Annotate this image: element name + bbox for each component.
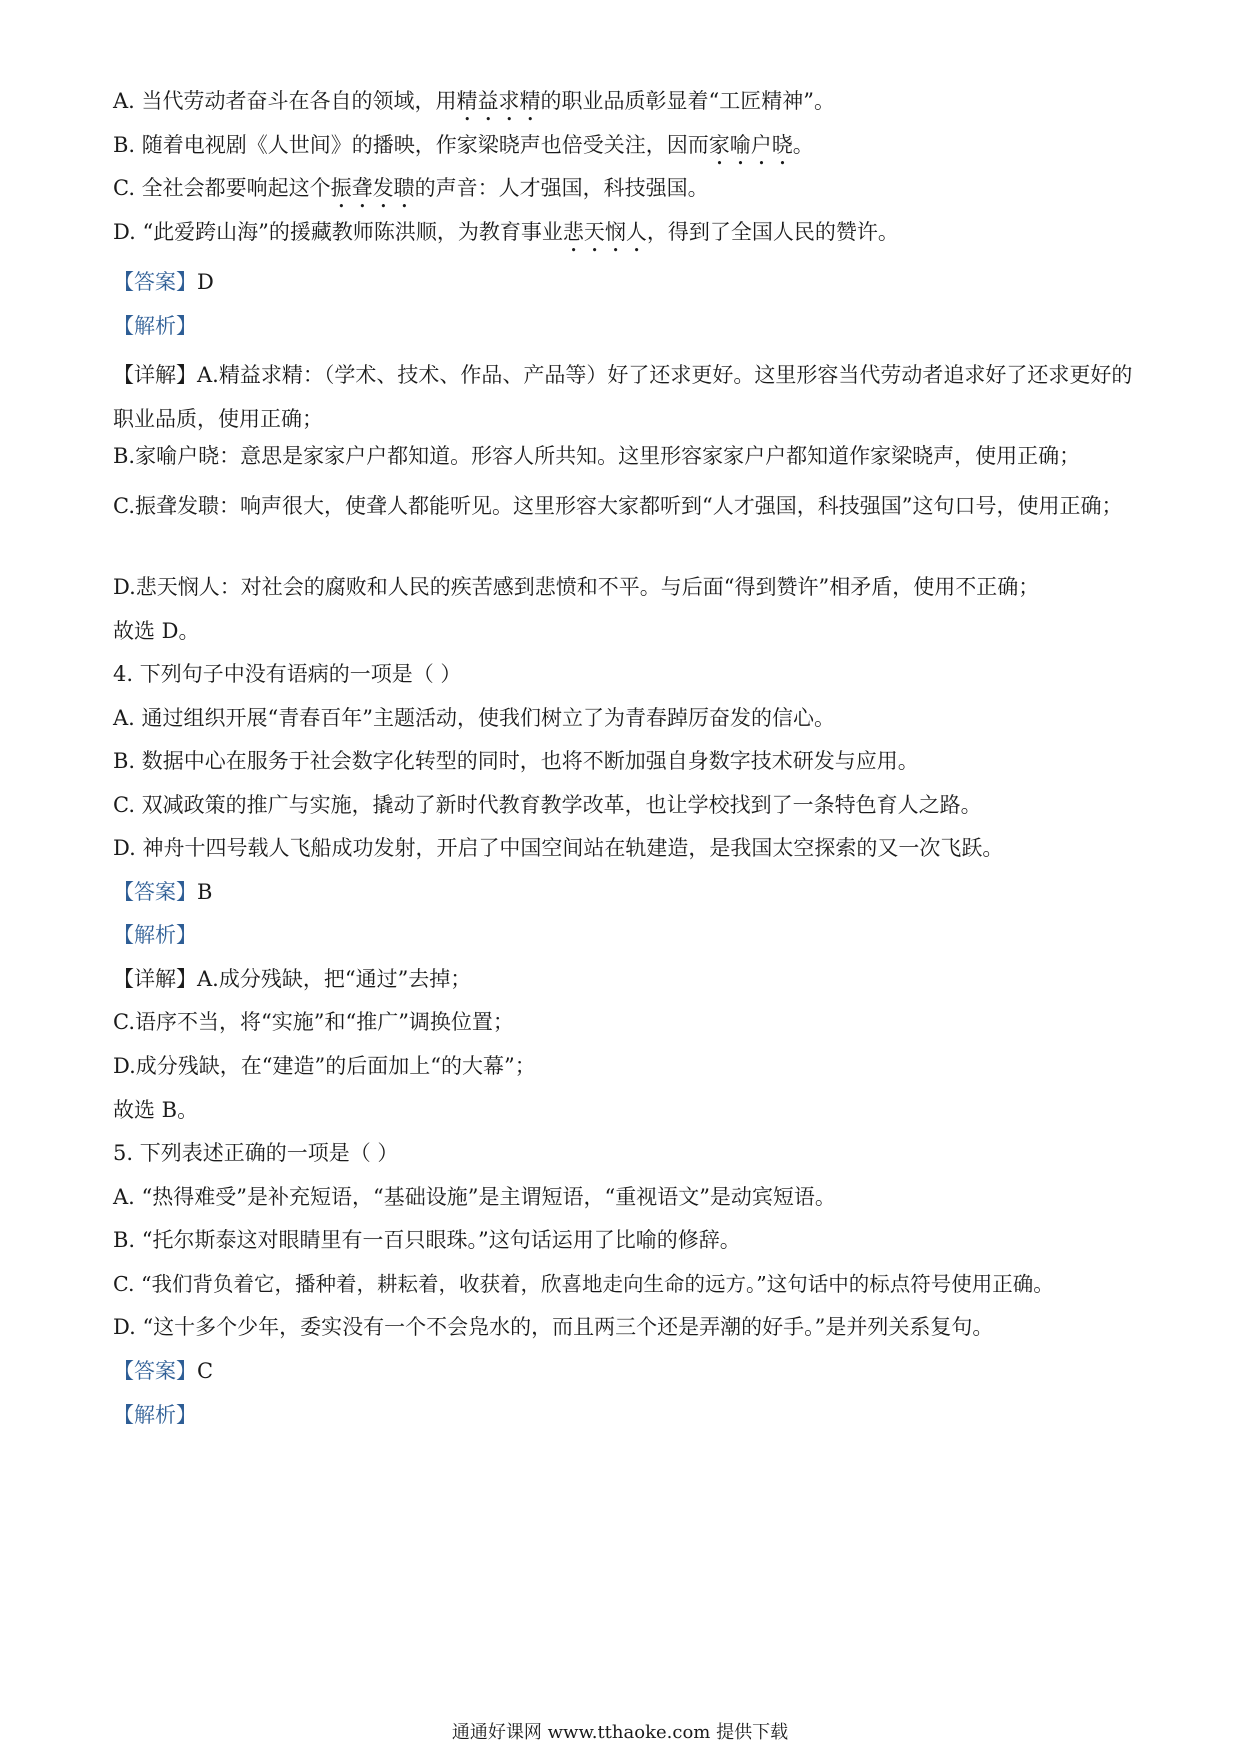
q3-option-a-idiom: 精益求精 [456, 89, 541, 113]
q4-stem: 4. 下列句子中没有语病的一项是（ ） [113, 662, 462, 686]
q4-option-b: B. 数据中心在服务于社会数字化转型的同时，也将不断加强自身数字技术研发与应用。 [113, 749, 919, 773]
answer-tag: 【答案】 [113, 270, 197, 294]
q5-option-a: A. “热得难受”是补充短语，“基础设施”是主谓短语，“重视语文”是动宾短语。 [113, 1185, 836, 1209]
answer-tag: 【答案】 [113, 880, 197, 904]
q3-option-d-text: D. “此爱跨山海”的援藏教师陈洪顺，为教育事业 [113, 220, 563, 244]
q3-option-b-idiom: 家喻户晓 [708, 133, 793, 157]
q5-option-b: B. “托尔斯泰这对眼睛里有一百只眼珠。”这句话运用了比喻的修辞。 [113, 1228, 741, 1252]
page-footer: 通通好课网 www.tthaoke.com 提供下载 [451, 1722, 789, 1743]
q3-detail-b: B.家喻户晓：意思是家家户户都知道。形容人所共知。这里形容家家户户都知道作家梁晓声，使用正确； [113, 444, 1081, 468]
detail-a-text: A.成分残缺，把“通过”去掉； [197, 967, 472, 991]
q3-detail-d: D.悲天悯人：对社会的腐败和人民的疾苦感到悲愤和不平。与后面“得到赞许”相矛盾，使用不正确； [113, 575, 1040, 599]
q3-option-b-text: B. 随着电视剧《人世间》的播映，作家梁晓声也倍受关注，因而 [113, 133, 709, 157]
q5-stem: 5. 下列表述正确的一项是（ ） [113, 1141, 399, 1165]
q4-answer [113, 877, 1143, 907]
q3-option-b [113, 130, 1143, 170]
q3-option-d-idiom: 悲天悯人 [562, 220, 647, 244]
q3-option-a-suffix: 的职业品质彰显着“工匠精神”。 [540, 89, 835, 113]
q3-option-c-idiom: 振聋发聩 [330, 176, 415, 200]
q3-option-a [113, 86, 1143, 126]
detail-a-text: A.精益求精：（学术、技术、作品、产品等）好了还求更好。这里形容当代劳动者追求好了还求更好的职业品质，使用正确； [113, 363, 1133, 431]
q4-option-c: C. 双减政策的推广与实施，撬动了新时代教育教学改革，也让学校找到了一条特色育人之路。 [113, 793, 982, 817]
q3-option-c [113, 173, 1143, 213]
q3-option-d-suffix: ，得到了全国人民的赞许。 [646, 220, 899, 244]
q4-detail-d: D.成分残缺，在“建造”的后面加上“的大幕”； [113, 1054, 536, 1078]
q3-option-a-text: A. 当代劳动者奋斗在各自的领域，用 [113, 89, 457, 113]
q4-conclusion: 故选 B。 [113, 1098, 199, 1122]
answer-value: D [197, 270, 214, 294]
answer-value: C [197, 1359, 214, 1383]
q4-option-d: D. 神舟十四号载人飞船成功发射，开启了中国空间站在轨建造，是我国太空探索的又一次飞跃。 [113, 836, 1004, 860]
detail-tag: 【详解】 [113, 363, 197, 387]
q3-option-d [113, 217, 1143, 257]
detail-tag: 【详解】 [113, 967, 197, 991]
q4-detail-c: C.语序不当，将“实施”和“推广”调换位置； [113, 1010, 514, 1034]
q4-option-a: A. 通过组织开展“青春百年”主题活动，使我们树立了为青春踔厉奋发的信心。 [113, 706, 835, 730]
q5-option-c: C. “我们背负着它，播种着，耕耘着，收获着，欣喜地走向生命的远方。”这句话中的标点符号使用正确。 [113, 1272, 1054, 1296]
q3-option-b-suffix: 。 [792, 133, 814, 157]
q5-option-d: D. “这十多个少年，委实没有一个不会凫水的，而且两三个还是弄潮的好手。”是并列关系复句。 [113, 1315, 994, 1339]
answer-value: B [197, 880, 213, 904]
q3-detail-a [113, 353, 1143, 441]
q4-detail-a [113, 964, 1143, 994]
q3-answer [113, 267, 1143, 297]
q3-option-c-text: C. 全社会都要响起这个 [113, 176, 331, 200]
q5-answer [113, 1356, 1143, 1386]
q3-conclusion: 故选 D。 [113, 619, 200, 643]
q4-analysis-heading: 【解析】 [113, 923, 197, 947]
q5-analysis-heading: 【解析】 [113, 1403, 197, 1427]
q3-analysis-heading: 【解析】 [113, 314, 197, 338]
q3-option-c-suffix: 的声音：人才强国，科技强国。 [414, 176, 709, 200]
answer-tag: 【答案】 [113, 1359, 197, 1383]
q3-detail-c: C.振聋发聩：响声很大，使聋人都能听见。这里形容大家都听到“人才强国，科技强国”这句口号，使用正确； [113, 494, 1123, 518]
